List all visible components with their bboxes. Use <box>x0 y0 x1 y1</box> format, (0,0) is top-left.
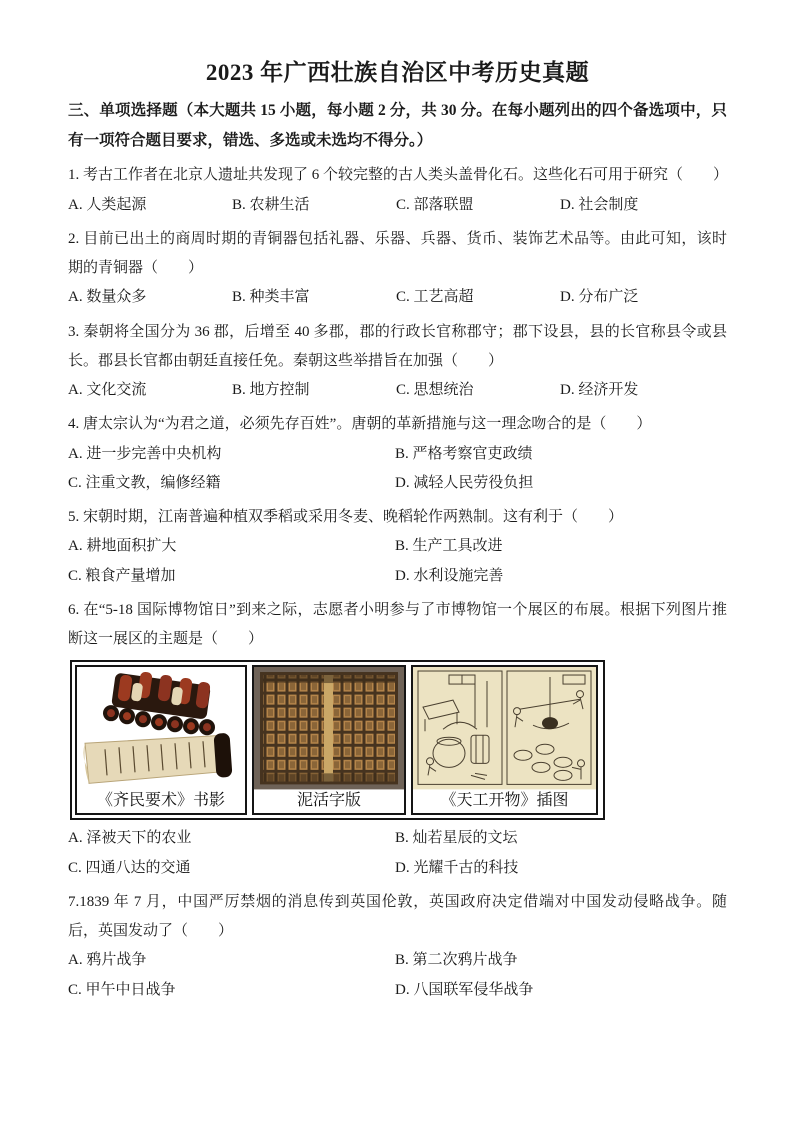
question-1-stem: 1. 考古工作者在北京人遗址共发现了 6 个较完整的古人类头盖骨化石。这些化石可用于研究（ ） <box>68 167 729 184</box>
clay-movable-type-photo <box>254 667 404 789</box>
figure-qimin-yaoshu <box>75 665 247 815</box>
question-3-options <box>68 376 727 405</box>
question-7-option-c: C. 甲午中日战争 <box>68 981 176 998</box>
question-4-stem: 4. 唐太宗认为“为君之道，必须先存百姓”。唐朝的革新措施与这一理念吻合的是（ ） <box>68 416 652 433</box>
figure-clay-movable-type <box>252 665 406 815</box>
question-2-stem: 2. 目前已出土的商周时期的青铜器包括礼器、乐器、兵器、货币、装饰艺术品等。由此可知，该时期的青铜器（ ） <box>68 230 727 277</box>
question-6-option-b: B. 灿若星辰的文坛 <box>395 830 518 847</box>
figure-tiangong-kaiwu <box>411 665 598 815</box>
question-7 <box>68 888 727 1005</box>
question-5-options <box>68 532 727 591</box>
question-3-option-a: A. 文化交流 <box>68 382 147 399</box>
question-1-option-c: C. 部落联盟 <box>396 196 474 213</box>
question-1-options <box>68 191 727 220</box>
question-1 <box>68 161 727 220</box>
section-header: 三、单项选择题（本大题共 15 小题，每小题 2 分，共 30 分。在每小题列出的四个备选项中，只有一项符合题目要求，错选、多选或未选均不得分。） <box>68 102 727 150</box>
question-3-stem: 3. 秦朝将全国分为 36 郡，后增至 40 多郡，郡的行政长官称郡守；郡下设县，县的长官称县令或县长。郡县长官都由朝廷直接任免。秦朝这些举措旨在加强（ ） <box>68 323 727 369</box>
question-3 <box>68 318 727 406</box>
question-2 <box>68 225 727 313</box>
question-2-option-a: A. 数量众多 <box>68 289 147 306</box>
qimin-yaoshu-scrolls-photo <box>77 667 245 789</box>
figure-caption-clay-movable-type: 泥活字版 <box>254 790 404 814</box>
question-7-option-b: B. 第二次鸦片战争 <box>395 952 518 969</box>
question-3-option-d: D. 经济开发 <box>560 382 639 399</box>
page-title: 2023 年广西壮族自治区中考历史真题 <box>205 60 590 85</box>
tiangong-kaiwu-illustration <box>413 667 596 789</box>
question-2-option-b: B. 种类丰富 <box>232 289 310 306</box>
question-6 <box>68 596 727 883</box>
question-6-stem: 6. 在“5-18 国际博物馆日”到来之际，志愿者小明参与了市博物馆一个展区的布展。根据下列图片推断这一展区的主题是（ ） <box>68 601 727 648</box>
question-1-option-d: D. 社会制度 <box>560 196 639 213</box>
question-7-stem: 7.1839 年 7 月，中国严厉禁烟的消息传到英国伦敦，英国政府决定借端对中国发动侵略战争。随后，英国发动了（ ） <box>68 893 727 940</box>
question-5 <box>68 503 727 591</box>
question-3-option-b: B. 地方控制 <box>232 382 310 399</box>
question-6-option-a: A. 泽被天下的农业 <box>68 830 192 847</box>
question-4-option-b: B. 严格考察官吏政绩 <box>395 445 533 462</box>
question-5-option-d: D. 水利设施完善 <box>395 567 504 584</box>
question-4-option-a: A. 进一步完善中央机构 <box>68 445 222 462</box>
question-2-option-c: C. 工艺高超 <box>396 289 474 306</box>
question-7-option-d: D. 八国联军侵华战争 <box>395 981 534 998</box>
question-7-option-a: A. 鸦片战争 <box>68 952 147 969</box>
question-6-figure-panel <box>70 660 605 820</box>
question-7-options <box>68 946 727 1005</box>
question-5-stem: 5. 宋朝时期，江南普遍种植双季稻或采用冬麦、晚稻轮作两熟制。这有利于（ ） <box>68 509 624 526</box>
question-2-option-d: D. 分布广泛 <box>560 289 639 306</box>
question-4-options <box>68 440 727 499</box>
figure-caption-qimin-yaoshu: 《齐民要术》书影 <box>77 790 245 814</box>
question-6-options <box>68 824 727 883</box>
figure-caption-tiangong-kaiwu: 《天工开物》插图 <box>413 790 596 814</box>
question-5-option-b: B. 生产工具改进 <box>395 538 503 555</box>
question-2-options <box>68 283 727 312</box>
question-1-option-a: A. 人类起源 <box>68 196 147 213</box>
question-5-option-c: C. 粮食产量增加 <box>68 567 176 584</box>
question-4 <box>68 410 727 498</box>
question-6-option-d: D. 光耀千古的科技 <box>395 859 519 876</box>
question-3-option-c: C. 思想统治 <box>396 382 474 399</box>
question-6-option-c: C. 四通八达的交通 <box>68 859 191 876</box>
question-5-option-a: A. 耕地面积扩大 <box>68 538 177 555</box>
question-1-option-b: B. 农耕生活 <box>232 196 310 213</box>
question-4-option-c: C. 注重文教，编修经籍 <box>68 474 221 491</box>
question-4-option-d: D. 减轻人民劳役负担 <box>395 474 534 491</box>
